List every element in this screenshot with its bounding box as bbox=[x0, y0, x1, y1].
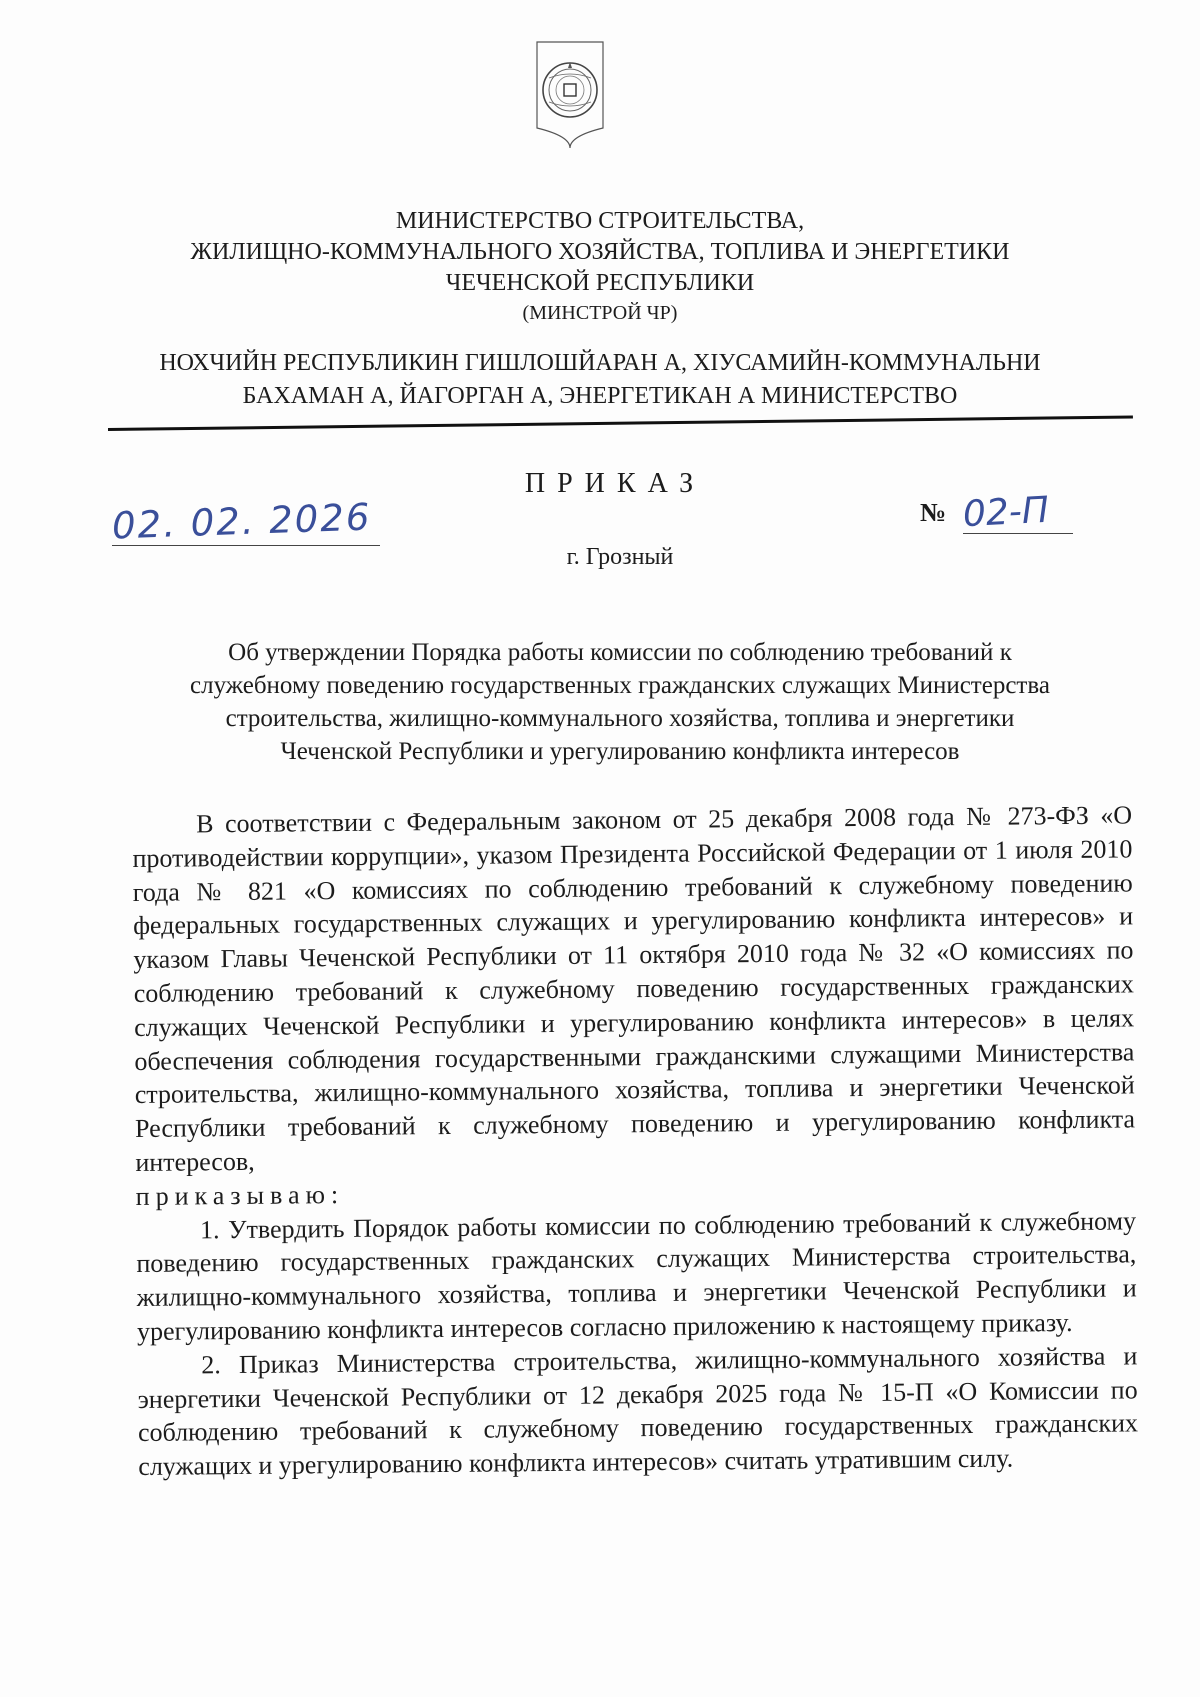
order-item-1: 1. Утвердить Порядок работы комиссии по соблюдению требований к служебному поведению государственных гражданских служащих Министерства строительства, жилищно-коммунального хозяйства, топлива и энергетики Чеченской Республики и урегулированию конфликта интересов согласно приложению к настоящему приказу. bbox=[136, 1205, 1137, 1346]
subject-line1: Об утверждении Порядка работы комиссии по соблюдению требований к bbox=[228, 639, 1012, 666]
preamble-paragraph: В соответствии с Федеральным законом от 25 декабря 2008 года № 273-ФЗ «О противодействии коррупции», указом Президента Российской Федерации от 1 июля 2010 года № 821 «О комиссиях по соблюдению требований к служебному поведению федеральных государственных служащих и урегулированию конфликта интересов» и указом Главы Чеченской Республики от 11 октября 2010 года № 32 «О комиссиях по соблюдению требований к служебному поведению государственных гражданских служащих Чеченской Республики и урегулированию конфликта интересов» в целях обеспечения соблюдения государственными гражданскими служащими Министерства строительства, жилищно-коммунального хозяйства, топлива и энергетики Чеченской Республики требований к служебному поведению и урегулированию конфликта интересов, bbox=[132, 800, 1136, 1177]
order-subject bbox=[120, 636, 1120, 768]
order-number bbox=[961, 489, 1073, 536]
order-number-handwritten: 02-П bbox=[961, 489, 1050, 536]
subject-line4: Чеченской Республики и урегулированию конфликта интересов bbox=[280, 738, 960, 765]
subject-line2: служебному поведению государственных гражданских служащих Министерства bbox=[190, 672, 1050, 699]
order-city: г. Грозный bbox=[566, 544, 674, 570]
order-date-handwritten: 02. 02. 2026 bbox=[111, 495, 373, 548]
ministry-name-ru-line2: ЖИЛИЩНО-КОММУНАЛЬНОГО ХОЗЯЙСТВА, ТОПЛИВА И ЭНЕРГЕТИКИ bbox=[190, 239, 1010, 265]
coat-of-arms-emblem bbox=[535, 40, 605, 150]
ministry-name-ru-line3: ЧЕЧЕНСКОЙ РЕСПУБЛИКИ bbox=[445, 270, 755, 296]
order-date bbox=[111, 495, 380, 548]
order-item-2: 2. Приказ Министерства строительства, жилищно-коммунального хозяйства и энергетики Чеченской Республики от 12 декабря 2025 года № 15-П «О Комиссии по соблюдению требований к служебному поведению государственных гражданских служащих и урегулированию конфликта интересов» считать утратившим силу. bbox=[137, 1341, 1139, 1482]
ministry-name-ce-line2: БАХАМАН А, ЙАГОРГАН А, ЭНЕРГЕТИКАН А МИНИСТЕРСТВО bbox=[242, 383, 958, 409]
ministry-name-ce-line1: НОХЧИЙН РЕСПУБЛИКИН ГИШЛОШЙАРАН А, ХIУСАМИЙН-КОММУНАЛЬНИ bbox=[159, 350, 1041, 376]
order-word: приказываю: bbox=[135, 1179, 345, 1211]
ministry-header bbox=[100, 206, 1100, 413]
order-number-sign: № bbox=[920, 498, 947, 527]
header-divider bbox=[108, 415, 1133, 431]
order-title: ПРИКАЗ bbox=[524, 468, 706, 499]
number-underline bbox=[963, 533, 1073, 534]
ministry-name-ru-line1: МИНИСТЕРСТВО СТРОИТЕЛЬСТВА, bbox=[395, 208, 805, 234]
ministry-abbreviation: (МИНСТРОЙ ЧР) bbox=[522, 302, 678, 324]
subject-line3: строительства, жилищно-коммунального хозяйства, топлива и энергетики bbox=[225, 705, 1015, 732]
order-body bbox=[132, 798, 1138, 1484]
